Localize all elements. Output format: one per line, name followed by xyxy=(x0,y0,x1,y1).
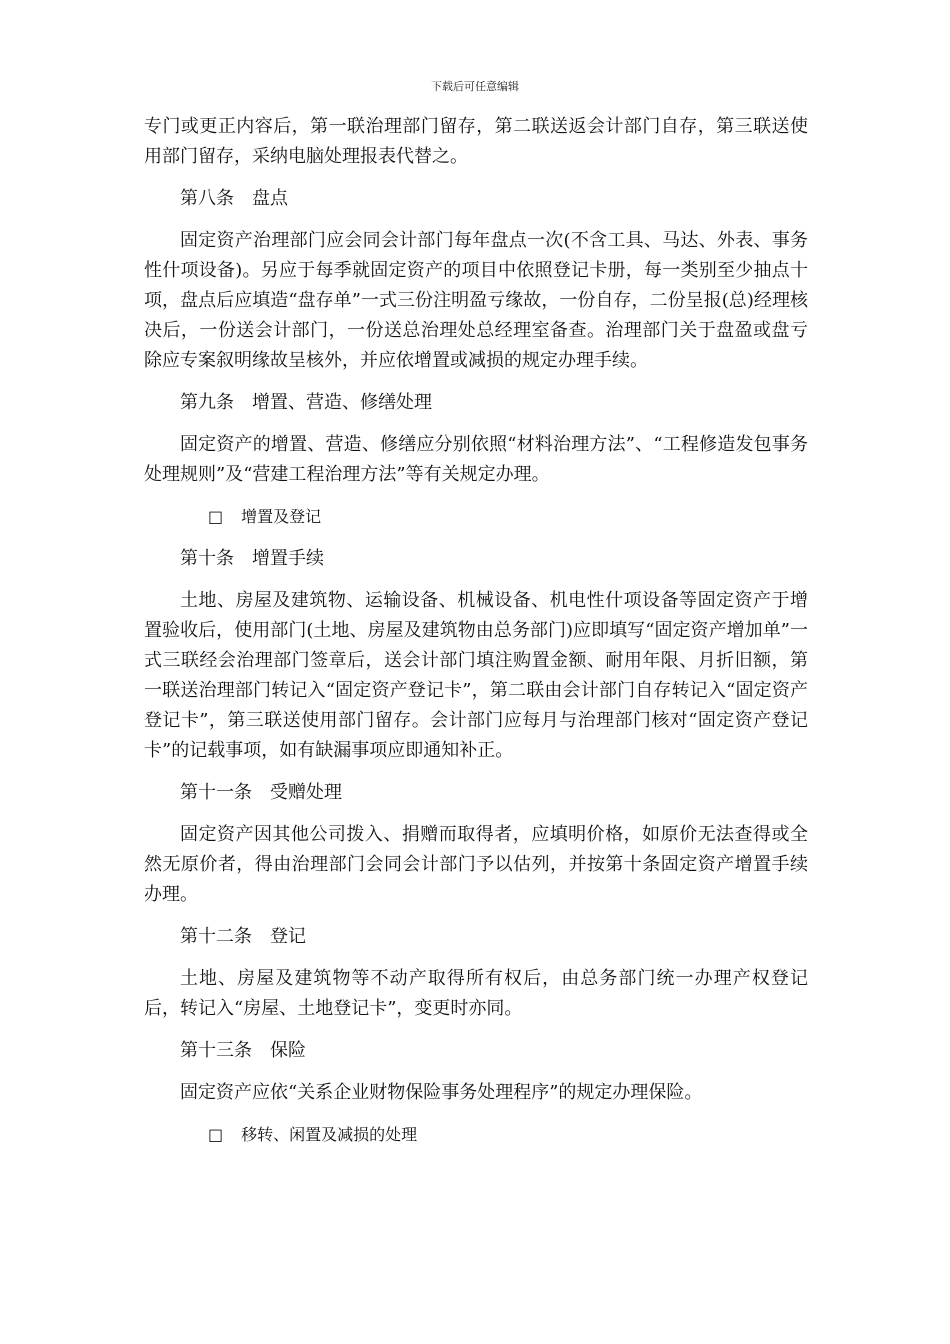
section-heading-transfer xyxy=(144,1120,808,1150)
section-heading-label: 移转、闲置及减损的处理 xyxy=(241,1125,418,1144)
article-heading-12: 第十二条 登记 xyxy=(180,926,306,947)
checkbox-square-icon: □ xyxy=(208,1125,224,1144)
paragraph-insurance: 固定资产应依“关系企业财物保险事务处理程序”的规定办理保险。 xyxy=(180,1082,703,1103)
paragraph-inventory: 固定资产治理部门应会同会计部门每年盘点一次(不含工具、马达、外表、事务性什项设备)。另应于每季就固定资产的项目中依照登记卡册，每一类别至少抽点十项，盘点后应填造“盘存单”一式三份注明盈亏缘故，一份自存，二份呈报(总)经理核决后，一份送会计部门，一份送总治理处总经理室备查。治理部门关于盘盈或盘亏除应专案叙明缘故呈核外，并应依增置或减损的规定办理手续。 xyxy=(144,230,808,371)
paragraph-continuation: 专门或更正内容后，第一联治理部门留存，第二联送返会计部门自存，第三联送使用部门留存，采纳电脑处理报表代替之。 xyxy=(144,116,808,167)
paragraph-addition-procedure: 土地、房屋及建筑物、运输设备、机械设备、机电性什项设备等固定资产于增置验收后，使用部门(土地、房屋及建筑物由总务部门)应即填写“固定资产增加单”一式三联经会治理部门签章后，送会计部门填注购置金额、耐用年限、月折旧额，第一联送治理部门转记入“固定资产登记卡”，第二联由会计部门自存转记入“固定资产登记卡”，第三联送使用部门留存。会计部门应每月与治理部门核对“固定资产登记卡”的记载事项，如有缺漏事项应即通知补正。 xyxy=(144,590,808,761)
article-heading-9: 第九条 增置、营造、修缮处理 xyxy=(180,392,432,413)
paragraph-additions: 固定资产的增置、营造、修缮应分别依照“材料治理方法”、“工程修造发包事务处理规则”及“营建工程治理方法”等有关规定办理。 xyxy=(144,434,808,485)
page-header: 下载后可任意编辑 xyxy=(431,80,519,93)
article-heading-8: 第八条 盘点 xyxy=(180,188,288,209)
section-heading-additions xyxy=(144,502,808,532)
article-heading-11: 第十一条 受赠处理 xyxy=(180,782,342,803)
paragraph-donations: 固定资产因其他公司拨入、捐赠而取得者，应填明价格，如原价无法查得或全然无原价者，得由治理部门会同会计部门予以估列，并按第十条固定资产增置手续办理。 xyxy=(144,824,808,905)
article-heading-10: 第十条 增置手续 xyxy=(180,548,324,569)
section-heading-label: 增置及登记 xyxy=(241,507,322,526)
document-body xyxy=(144,112,808,1162)
article-heading-13: 第十三条 保险 xyxy=(180,1040,306,1061)
paragraph-registration: 土地、房屋及建筑物等不动产取得所有权后，由总务部门统一办理产权登记后，转记入“房屋、土地登记卡”，变更时亦同。 xyxy=(144,968,808,1019)
checkbox-square-icon: □ xyxy=(208,507,224,526)
